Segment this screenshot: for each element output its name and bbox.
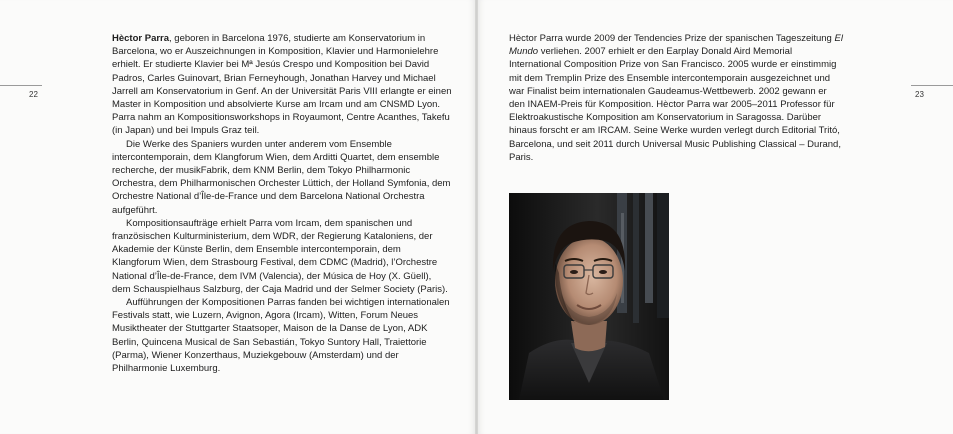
left-body-text xyxy=(112,32,452,375)
portrait-illustration xyxy=(509,193,669,400)
page-number-left: 22 xyxy=(29,90,38,99)
right-margin-rule xyxy=(911,85,953,86)
portrait-photo xyxy=(509,193,669,400)
paragraph-performers: Die Werke des Spaniers wurden unter anderem vom Ensemble intercontemporain, dem Klangforum Wien, dem Arditti Quartet, dem ensemble recherche, der musikFabrik, dem KNM Berlin, dem Tokyo Philharmonic Orchestra, dem Philharmonischen Orchester Lüttich, der Holland Symfonia, dem Orchestre National d’Île-de-France und dem Barcelona National Orchestra aufgeführt. xyxy=(112,138,451,216)
paragraph-biography xyxy=(112,32,452,138)
composer-name: Hèctor Parra xyxy=(112,33,170,44)
paragraph-awards-rest: verliehen. 2007 erhielt er den Earplay Donald Aird Memorial International Composition Prize von San Francisco. 2005 wurde er einstimmig mit dem Tremplin Prize des Ensemble intercontemporain ausgezeichnet und war Finalist beim internationalen Gaudeamus-Wettbewerb. 2002 gewann er den INAEM-Preis für Komposition. Hèctor Parra war 2005–2011 Professor für Elektroakustische Komposition am Konservatorium in Saragossa. Darüber hinaus forscht er am IRCAM. Seine Werke wurden verlegt durch Editorial Tritó, Barcelona, und seit 2011 durch Universal Music Publishing Classical – Durand, Paris. xyxy=(509,46,841,163)
paragraph-awards-start: Hèctor Parra wurde 2009 der Tendencies Prize der spanischen Tageszeitung xyxy=(509,33,835,44)
right-body-text xyxy=(509,32,845,164)
paragraph-biography-text: , geboren in Barcelona 1976, studierte am Konservatorium in Barcelona, wo er Auszeichnungen in Komposition, Klavier und Harmonielehre erhielt. Er studierte Klavier bei Mª Jesús Crespo und Komposition bei David Padros, Carles Guinovart, Brian Ferneyhough, Jonathan Harvey und Michael Jarrell am Konservatorium in Genf. An der Universität Paris VIII erlangte er einen Master in Komposition und absolvierte Kurse am Ircam und am CNSMD Lyon. Parra nahm an Kompositionsworkshops in Royaumont, Centre Acanthes, Takefu (in Japan) und bei Impuls Graz teil. xyxy=(112,33,452,137)
left-margin-rule xyxy=(0,85,42,86)
paragraph-commissions: Kompositionsaufträge erhielt Parra vom Ircam, dem spanischen und französischen Kulturministerium, dem WDR, der Regierung Kataloniens, der Akademie der Künste Berlin, dem Ensemble intercontemporain, dem Klangforum Wien, dem Strasbourg Festival, dem CDMC (Madrid), l’Orchestre National d’Île-de-France, dem IVM (Valencia), der Música de Hoy (X. Güell), dem Schauspielhaus Salzburg, der Caja Madrid und der Selmer Society (Paris). xyxy=(112,217,448,295)
newspaper-title: El Mundo xyxy=(509,33,843,58)
page-number-right: 23 xyxy=(915,90,924,99)
paragraph-festivals: Aufführungen der Kompositionen Parras fanden bei wichtigen internationalen Festivals statt, wie Luzern, Avignon, Agora (Ircam), Witten, Forum Neues Musiktheater der Stuttgarter Staatsoper, Maison de la Danse de Lyon, ADK Berlin, Quincena Musical de San Sebastián, Tokyo Suntory Hall, Traiettorie (Parma), Wiener Konzerthaus, Muziekgebouw (Amsterdam) und der Philharmonie Luxemburg. xyxy=(112,297,450,375)
paragraph-awards xyxy=(509,32,845,164)
